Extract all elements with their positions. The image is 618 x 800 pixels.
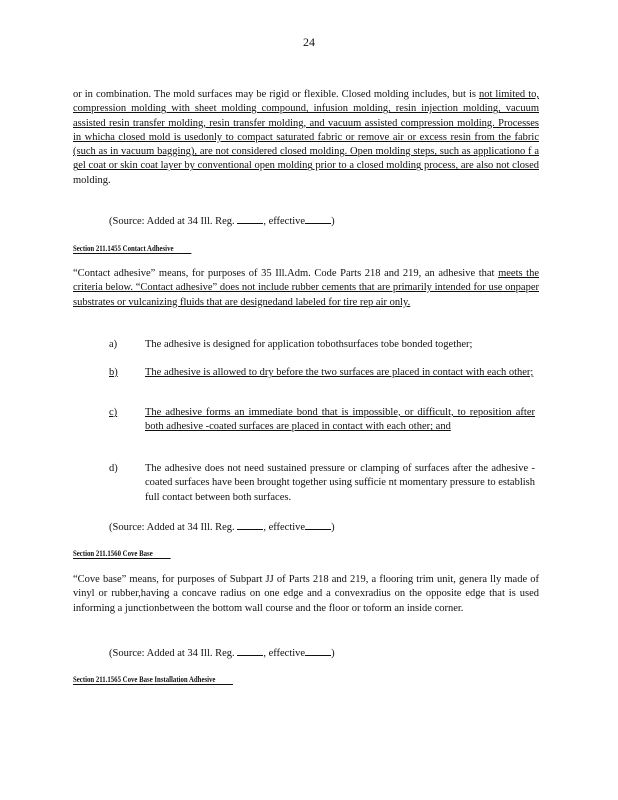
item-marker: b)	[109, 367, 118, 378]
item-text: The adhesive forms an immediate bond that is impossible, or difficult, to reposition after both adhesive -coated surfaces are placed in contact with each other; and	[145, 407, 535, 433]
source-note: (Source: Added at 34 Ill. Reg. , effective )	[109, 645, 335, 659]
intro-underlined-text: not limited to, compression molding with sheet molding compound, infusion molding, resin injection molding, vacuum assisted resin transfer molding, resin transfer molding, and vacuum assisted compression molding. Processes in whicha closed mold is usedonly to compact saturated fabric or remove air or excess resin from the fabric (such as in vacuum bagging), are not considered closed molding. Open molding steps, such as applicationo f a gel coat or skin coat layer by conventional open molding prior to a closed molding process, are also not closed	[73, 89, 539, 172]
item-marker: c)	[109, 407, 118, 418]
page-number: 24	[303, 35, 315, 49]
item-text: The adhesive is designed for application tobothsurfaces tobe bonded together;	[145, 339, 473, 350]
source-blank	[237, 519, 263, 530]
item-marker: a)	[109, 339, 118, 350]
source-blank	[237, 213, 263, 224]
definition-paragraph	[73, 267, 539, 310]
source-blank	[305, 645, 331, 656]
section-heading: Section 211.1565 Cove Base Installation Adhesive	[73, 674, 233, 685]
intro-tail-text: molding.	[73, 174, 111, 186]
item-text: The adhesive is allowed to dry before the two surfaces are placed in contact with each other;	[145, 367, 534, 378]
section-heading: Section 211.1560 Cove Base	[73, 548, 170, 559]
intro-plain-text: or in combination. The mold surfaces may be rigid or flexible. Closed molding includes, but is	[73, 89, 479, 100]
source-blank	[305, 519, 331, 530]
definition-plain-text: “Contact adhesive” means, for purposes of 35 Ill.Adm. Code Parts 218 and 219, an adhesive that	[73, 268, 499, 279]
source-blank	[305, 213, 331, 224]
item-marker: d)	[109, 463, 118, 474]
source-note	[109, 213, 335, 227]
item-text: The adhesive does not need sustained pressure or clamping of surfaces after the adhesive -coated surfaces have been brought together using sufficie nt momentary pressure to establish full contact between both surfaces.	[145, 463, 535, 503]
source-note: (Source: Added at 34 Ill. Reg. , effective )	[109, 519, 335, 533]
source-middle: , effective	[263, 216, 306, 227]
source-prefix: (Source: Added at 34 Ill. Reg.	[109, 216, 235, 227]
source-suffix: )	[331, 216, 335, 227]
definition-underlined-text: meets the criteria below. “Contact adhesive” does not include rubber cements that are primarily intended for use onpaper substrates or vulcanizing fluids that are designedand labeled for tire rep air only.	[73, 268, 540, 308]
definition-plain-text: “Cove base” means, for purposes of Subpart JJ of Parts 218 and 219, a flooring trim unit, genera lly made of vinyl or rubber,having a concave radius on one edge and a convexradius on the opposite edge that is used informing a junctionbetween the bottom wall course and the floor or toform an inside corner.	[73, 574, 539, 614]
definition-paragraph	[73, 573, 539, 616]
source-blank	[237, 645, 263, 656]
intro-paragraph	[73, 88, 539, 188]
section-heading: Section 211.1455 Contact Adhesive	[73, 243, 191, 254]
